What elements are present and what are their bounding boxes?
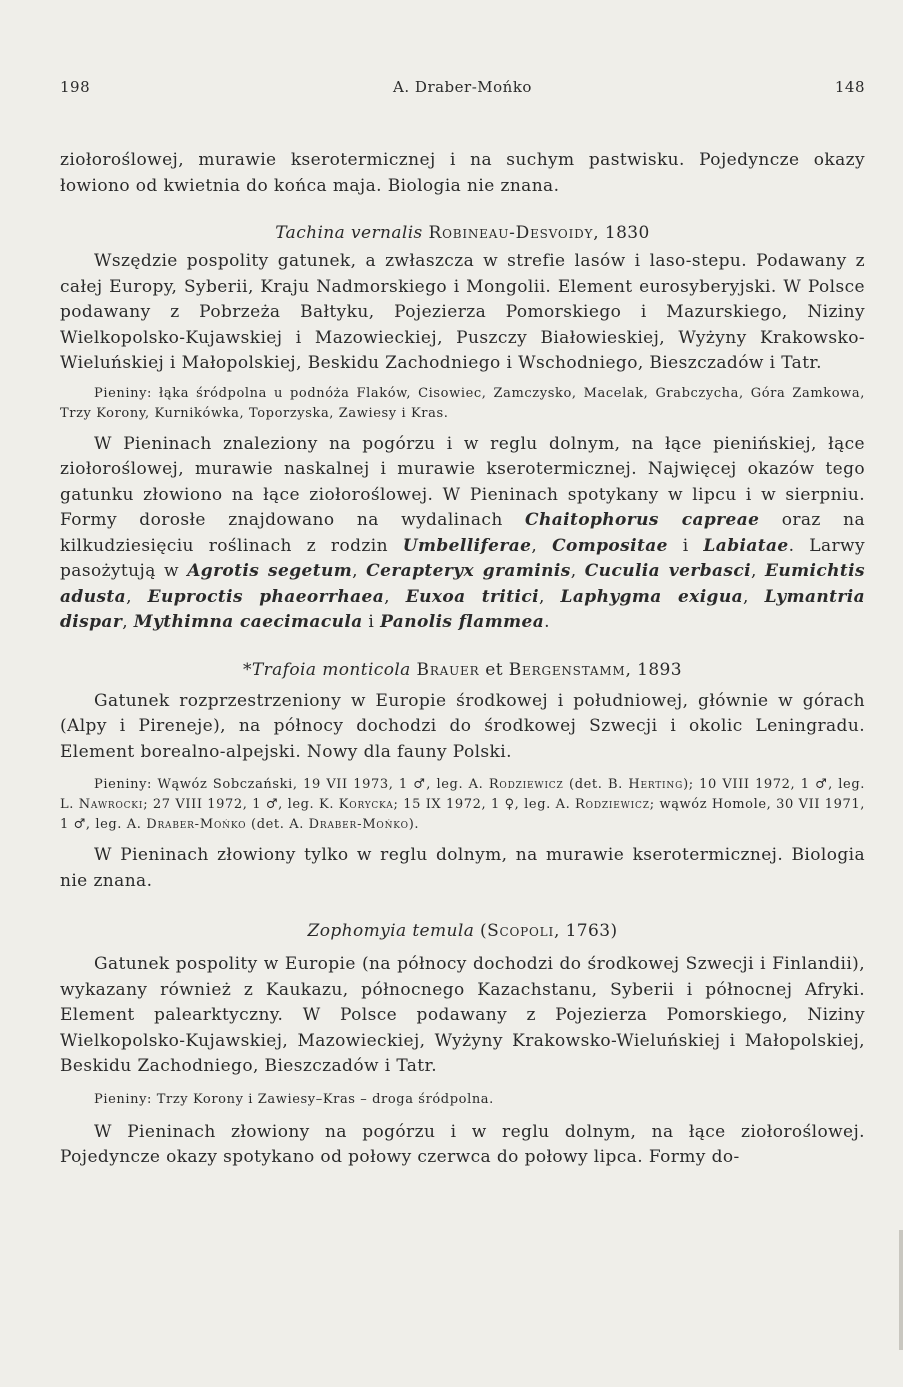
taxon-name: Lymantria dispar <box>60 586 866 632</box>
collector-name: Draber-Mońko <box>146 817 247 832</box>
species-name: Zophomyia temula <box>307 921 475 941</box>
taxon-name: Eumichtis adusta <box>60 561 866 607</box>
page-number: 198 <box>60 78 91 96</box>
page-edge-shadow <box>899 1230 903 1350</box>
species-authority: Brauer <box>416 659 480 680</box>
taxon-name: Panolis flammea <box>380 612 545 632</box>
taxon-name: Laphygma exigua <box>560 586 744 607</box>
species-heading-tachina <box>60 221 865 246</box>
text-run: , <box>531 535 553 556</box>
localities-paragraph: Pieniny: łąka śródpolna u podnóża Flaków, Cisowiec, Zamczysko, Macelak, Grabczycha, Góra Zamkowa, Trzy Korony, Kurnikówka, Toporzyska, Zawiesy i Kras. <box>60 385 865 421</box>
biology-paragraph <box>60 432 865 636</box>
text-run: ). <box>408 817 420 832</box>
document-page <box>60 78 865 1171</box>
species-year: , 1830 <box>593 223 650 243</box>
species-name: *Trafoia monticola <box>243 659 411 680</box>
text-run: , <box>122 612 134 632</box>
biology-paragraph: W Pieninach złowiony tylko w reglu dolnym, na murawie kserotermicznej. Biologia nie znana. <box>60 845 865 891</box>
text-run: (det. A. <box>246 817 309 832</box>
taxon-name: Cuculia verbasci <box>584 561 751 581</box>
taxon-name: Euxoa tritici <box>405 586 539 607</box>
species-heading-zophomyia <box>60 919 865 944</box>
text-run: ); 10 VIII 1972, 1 ♂, leg. L. <box>60 777 865 812</box>
collector-name: Nawrocki <box>78 797 144 812</box>
localities-paragraph <box>60 775 865 835</box>
text-run: , <box>750 561 766 581</box>
text-run: , <box>538 586 561 607</box>
taxon-name: Mythimna caecimacula <box>133 612 363 632</box>
species-heading-trafoia <box>60 658 865 683</box>
authority-conjunction: et <box>479 659 509 680</box>
species-authority: Robineau-Desvoidy <box>428 223 594 243</box>
taxon-name: Umbelliferae <box>402 535 532 556</box>
taxon-name: Chaitophorus capreae <box>525 510 760 530</box>
species-authority: Bergenstamm <box>508 659 626 680</box>
distribution-paragraph: Gatunek rozprzestrzeniony w Europie środkowej i południowej, głównie w górach (Alpy i Pireneje), na północy dochodzi do środkowej Szwecji i okolic Leningradu. Element borealno-alpejski. Nowy dla fauny Polski. <box>60 690 865 762</box>
collector-name: Korycka <box>338 797 394 812</box>
text-run: (det. B. <box>563 777 629 792</box>
text-run: , <box>743 586 765 607</box>
collector-name: Rodziewicz <box>575 797 650 812</box>
text-run: ; 27 VIII 1972, 1 ♂, leg. K. <box>143 797 339 812</box>
text-run: i <box>667 535 704 556</box>
text-run: oraz na kilkudziesięciu roślinach z rodzin <box>60 510 865 556</box>
taxon-name: Cerapteryx graminis <box>366 561 571 581</box>
collector-name: Herting <box>628 777 684 792</box>
species-name: Tachina vernalis <box>275 223 423 243</box>
text-run: , <box>384 586 406 607</box>
species-year: , 1763) <box>553 921 618 941</box>
collector-name: Rodziewicz <box>488 777 564 792</box>
running-author: A. Draber-Mońko <box>393 78 532 96</box>
text-run: . Larwy pasożytują w <box>60 535 866 581</box>
taxon-name: Compositae <box>552 535 668 556</box>
localities-paragraph: Pieniny: Trzy Korony i Zawiesy–Kras – droga śródpolna. <box>94 1091 494 1107</box>
running-header <box>60 78 865 100</box>
species-authority: Scopoli <box>487 921 554 941</box>
taxon-name: Euproctis phaeorrhaea <box>147 586 385 607</box>
issue-number: 148 <box>834 78 865 96</box>
text-run: ; 15 IX 1972, 1 ♀, leg. A. <box>393 797 576 812</box>
text-run: , <box>570 561 585 581</box>
biology-paragraph: W Pieninach złowiony na pogórzu i w reglu dolnym, na łące ziołoroślowej. Pojedyncze okazy spotykano od połowy czerwca do połowy lipca. Formy do- <box>60 1121 865 1167</box>
taxon-name: Labiatae <box>703 535 789 556</box>
text-run: W Pieninach znaleziony na pogórzu i w reglu dolnym, na łące pienińskiej, łące ziołoroślowej, murawie naskalnej i murawie kserotermicznej. Najwięcej okazów tego gatunku złowiono na łące ziołoroślowej. W Pieninach spotykany w lipcu i w sierpniu. Formy dorosłe znajdowano na wydalinach <box>60 433 865 530</box>
text-run: , <box>352 561 367 581</box>
text-run: Pieniny: Wąwóz Sobczański, 19 VII 1973, 1 ♂, leg. A. <box>94 777 489 792</box>
text-run: ; wąwóz Homole, 30 VII 1971, 1 ♂, leg. A. <box>60 797 866 832</box>
distribution-paragraph: Gatunek pospolity w Europie (na północy dochodzi do środkowej Szwecji i Finlandii), wykazany również z Kaukazu, północnego Kazachstanu, Syberii i północnej Afryki. Element palearktyczny. W Polsce podawany z Pojezierza Pomorskiego, Niziny Wielkopolsko-Kujawskiej, Mazowieckiej, Wyżyny Krakowsko-Wieluńskiej i Małopolskiej, Beskidu Zachodniego, Bieszczadów i Tatr. <box>60 954 865 1076</box>
text-run: , <box>126 586 148 607</box>
collector-name: Draber-Mońko <box>308 817 409 832</box>
taxon-name: Agrotis segetum <box>187 561 353 581</box>
text-run: i <box>362 612 381 632</box>
species-year: , 1893 <box>625 659 682 680</box>
intro-paragraph: ziołoroślowej, murawie kserotermicznej i na suchym pastwisku. Pojedyncze okazy łowiono od kwietnia do końca maja. Biologia nie znana. <box>60 150 865 196</box>
distribution-paragraph: Wszędzie pospolity gatunek, a zwłaszcza w strefie lasów i laso-stepu. Podawany z całej Europy, Syberii, Kraju Nadmorskiego i Mongolii. Element eurosyberyjski. W Polsce podawany z Pobrzeża Bałtyku, Pojezierza Pomorskiego i Mazurskiego, Niziny Wielkopolsko-Kujawskiej i Mazowieckiej, Puszczy Białowieskiej, Wyżyny Krakowsko-Wieluńskiej i Małopolskiej, Beskidu Zachodniego i Wschodniego, Bieszczadów i Tatr. <box>60 251 865 373</box>
authority-paren: ( <box>474 921 488 941</box>
text-run: . <box>544 612 550 632</box>
